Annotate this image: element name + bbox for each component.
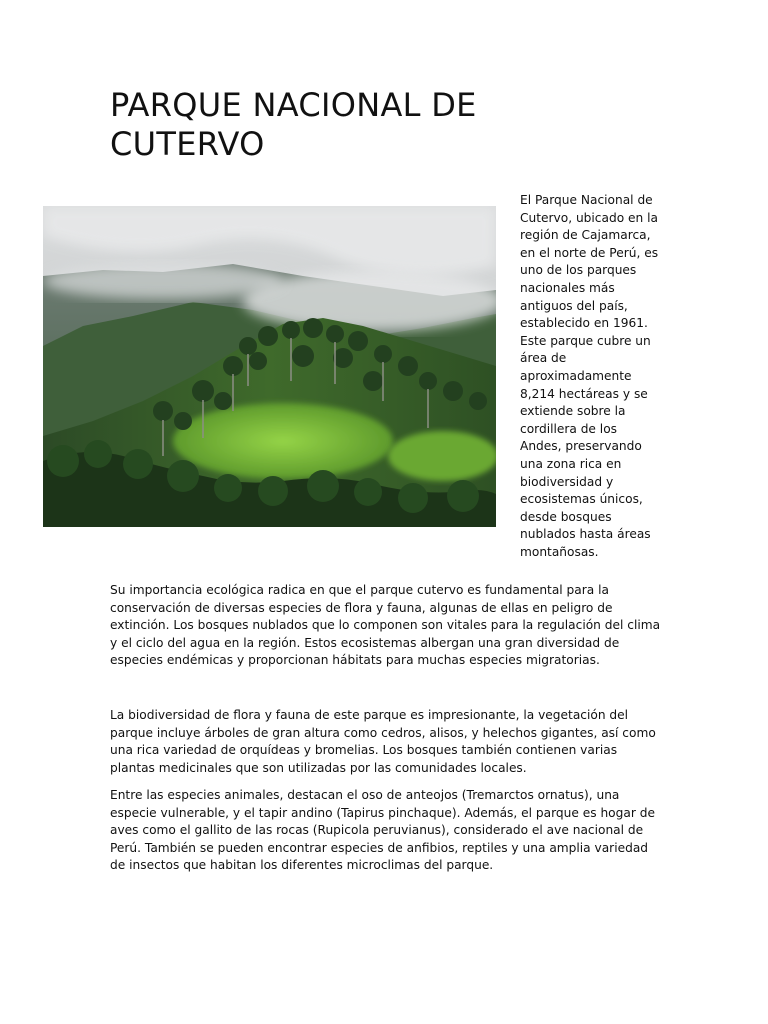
paragraph-flora: La biodiversidad de flora y fauna de este parque es impresionante, la vegetación del parque incluye árboles de gran altura como cedros, alisos, y helechos gigantes, así como una rica variedad de orquídeas y bromelias. Los bosques también contienen varias plantas medicinales que son utilizadas por las comunidades locales. (110, 708, 656, 775)
meadow-right (388, 431, 496, 481)
page-title: PARQUE NACIONAL DE CUTERVO (110, 86, 477, 163)
mist-band (43, 263, 283, 299)
meadow-clearing (173, 403, 393, 479)
paragraph-ecological-importance: Su importancia ecológica radica en que el parque cutervo es fundamental para la conservación de diversas especies de flora y fauna, algunas de ellas en peligro de extinción. Los bosques nublados que lo componen son vitales para la regulación del clima y el ciclo del agua en la región. Estos ecosistemas albergan una gran diversidad de especies endémicas y proporcionan hábitats para muchas especies migratorias. (110, 583, 661, 668)
intro-paragraph: El Parque Nacional de Cutervo, ubicado en la región de Cajamarca, en el norte de Perú, es uno de los parques nacionales más antiguos del país, establecido en 1961. Este parque cubre un área de aproximadamente 8,214 hectáreas y se extiende sobre la cordillera de los Andes, preservando una zona rica en biodiversidad y ecosistemas únicos, desde bosques nublados hasta áreas montañosas. (520, 193, 659, 559)
paragraph-fauna: Entre las especies animales, destacan el oso de anteojos (Tremarctos ornatus), una especie vulnerable, y el tapir andino (Tapirus pinchaque). Además, el parque es hogar de aves como el gallito de las rocas (Rupicola peruvianus), considerado el ave nacional de Perú. También se pueden encontrar especies de anfibios, reptiles y una amplia variedad de insectos que habitan los diferentes microclimas del parque. (110, 788, 655, 873)
cloud-forest-photo (43, 206, 496, 527)
